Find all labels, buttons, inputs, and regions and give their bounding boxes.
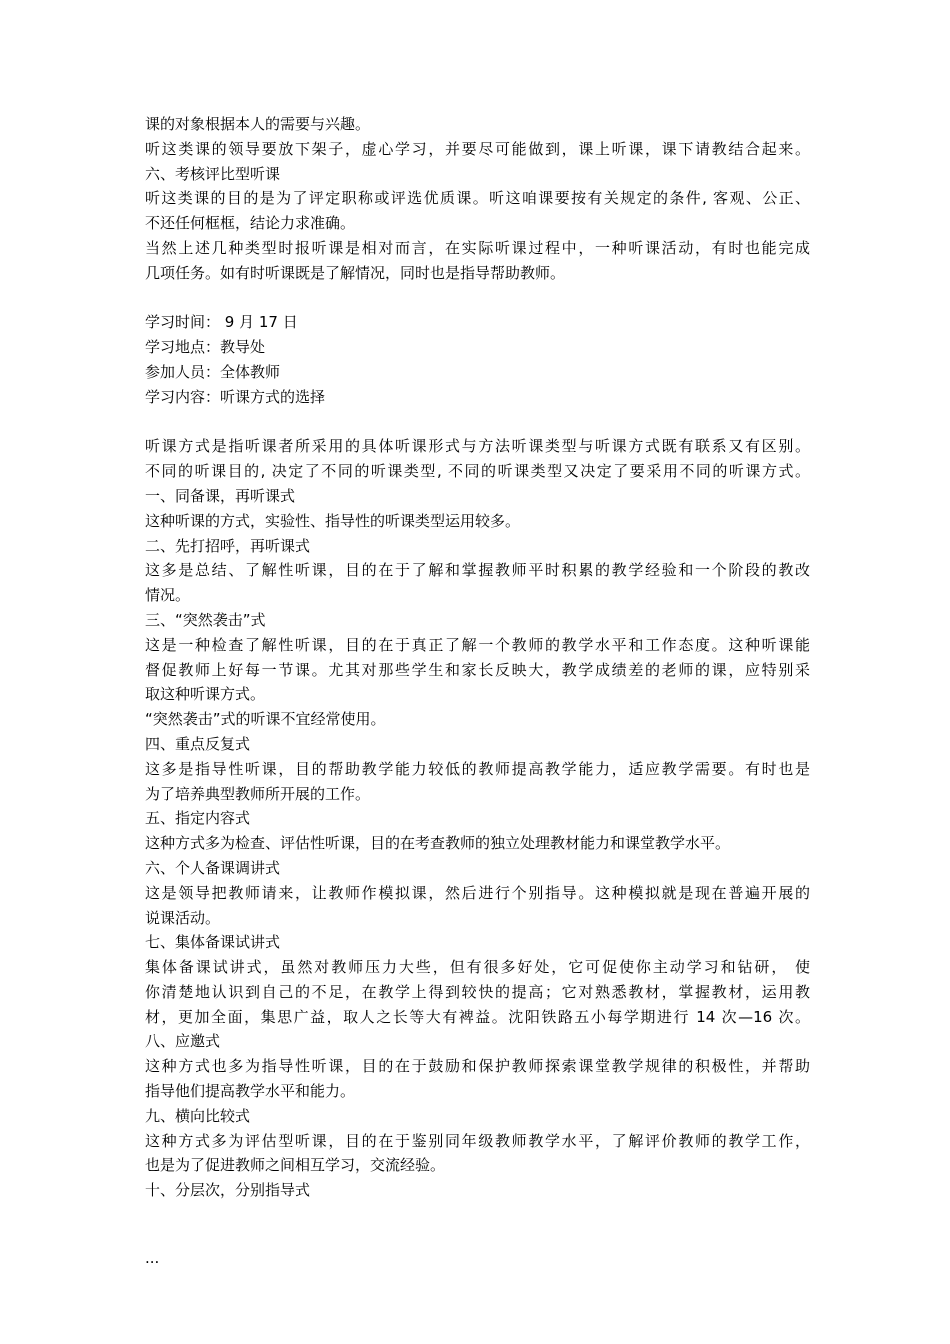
paragraph-line: 听这类课的领导要放下架子，虚心学习，并要尽可能做到，课上听课，课下请教结合起来。	[145, 139, 810, 158]
section-heading: 六、考核评比型听课	[145, 164, 281, 183]
paragraph-line: 你清楚地认识到自己的不足，在教学上得到较快的提高；它对熟悉教材，掌握教材，运用教	[145, 982, 810, 1001]
spacer	[145, 410, 810, 435]
paragraph-line: 当然上述几种类型时报听课是相对而言，在实际听课过程中，一种听课活动，有时也能完成	[145, 238, 810, 257]
study-place: 学习地点：教导处	[145, 338, 266, 357]
paragraph-line: 为了培养典型教师所开展的工作。	[145, 784, 371, 803]
paragraph-line: 听这类课的目的是为了评定职称或评选优质课。听这咱课要按有关规定的条件, 客观、公正、	[145, 189, 810, 208]
paragraph-line: 这种听课的方式，实验性、指导性的听课类型运用较多。	[145, 511, 521, 530]
paragraph-line: 说课活动。	[145, 908, 221, 927]
section-heading: 一、同备课，再听课式	[145, 486, 296, 505]
paragraph-line: 指导他们提高教学水平和能力。	[145, 1082, 356, 1101]
paragraph-line: 也是为了促进教师之间相互学习，交流经验。	[145, 1156, 446, 1175]
paragraph-line: 这多是指导性听课，目的帮助教学能力较低的教师提高教学能力，适应教学需要。有时也是	[145, 759, 810, 778]
paragraph-line: 集体备课试讲式，虽然对教师压力大些，但有很多好处，它可促使你主动学习和钻研， 使	[145, 958, 810, 977]
paragraph-line: 这种方式也多为指导性听课，目的在于鼓励和保护教师探索课堂教学规律的积极性，并帮助	[145, 1057, 810, 1076]
paragraph-line: 这多是总结、了解性听课，目的在于了解和掌握教师平时积累的教学经验和一个阶段的教改	[145, 561, 810, 580]
study-time: 学习时间： 9 月 17 日	[145, 313, 298, 332]
section-heading: 五、指定内容式	[145, 809, 251, 828]
study-attendees: 参加人员：全体教师	[145, 362, 281, 381]
study-content: 学习内容：听课方式的选择	[145, 387, 326, 406]
paragraph-line: 这是一种检查了解性听课，目的在于真正了解一个教师的教学水平和工作态度。这种听课能	[145, 635, 810, 654]
paragraph-line: 这种方式多为检查、评估性听课，目的在考查教师的独立处理教材能力和课堂教学水平。	[145, 834, 731, 853]
section-a	[145, 112, 810, 286]
paragraph-line: 材，更加全面，集思广益，取人之长等大有裨益。沈阳铁路五小每学期进行 14 次—16 次。	[145, 1007, 810, 1026]
section-heading: 七、集体备课试讲式	[145, 933, 281, 952]
section-heading: 二、先打招呼，再听课式	[145, 536, 311, 555]
paragraph-line: 不同的听课目的, 决定了不同的听课类型, 不同的听课类型又决定了要采用不同的听课方式。	[145, 462, 810, 481]
section-heading: 九、横向比较式	[145, 1106, 251, 1125]
paragraph-line: 取这种听课方式。	[145, 685, 266, 704]
study-meta	[145, 310, 810, 409]
continuation-ellipsis: ...	[145, 1249, 160, 1267]
section-heading: 三、“突然袭击”式	[145, 610, 266, 629]
section-heading: 八、应邀式	[145, 1032, 221, 1051]
paragraph-line: 几项任务。如有时听课既是了解情况，同时也是指导帮助教师。	[145, 263, 566, 282]
document-page	[145, 112, 810, 1203]
section-b	[145, 434, 810, 1203]
section-heading: 四、重点反复式	[145, 734, 251, 753]
spacer	[145, 286, 810, 311]
paragraph-line: 不还任何框框，结论力求准确。	[145, 214, 356, 233]
paragraph-line: 这是领导把教师请来，让教师作模拟课，然后进行个别指导。这种模拟就是现在普遍开展的	[145, 883, 810, 902]
paragraph-line: “突然袭击”式的听课不宜经常使用。	[145, 710, 386, 729]
paragraph-line: 课的对象根据本人的需要与兴趣。	[145, 115, 371, 133]
paragraph-line: 情况。	[145, 586, 191, 605]
section-heading: 六、个人备课调讲式	[145, 858, 281, 877]
section-heading: 十、分层次，分别指导式	[145, 1181, 311, 1200]
paragraph-line: 这种方式多为评估型听课，目的在于鉴别同年级教师教学水平，了解评价教师的教学工作，	[145, 1131, 810, 1150]
paragraph-line: 听课方式是指听课者所采用的具体听课形式与方法听课类型与听课方式既有联系又有区别。	[145, 437, 810, 456]
paragraph-line: 督促教师上好每一节课。尤其对那些学生和家长反映大，教学成绩差的老师的课，应特别采	[145, 660, 810, 679]
